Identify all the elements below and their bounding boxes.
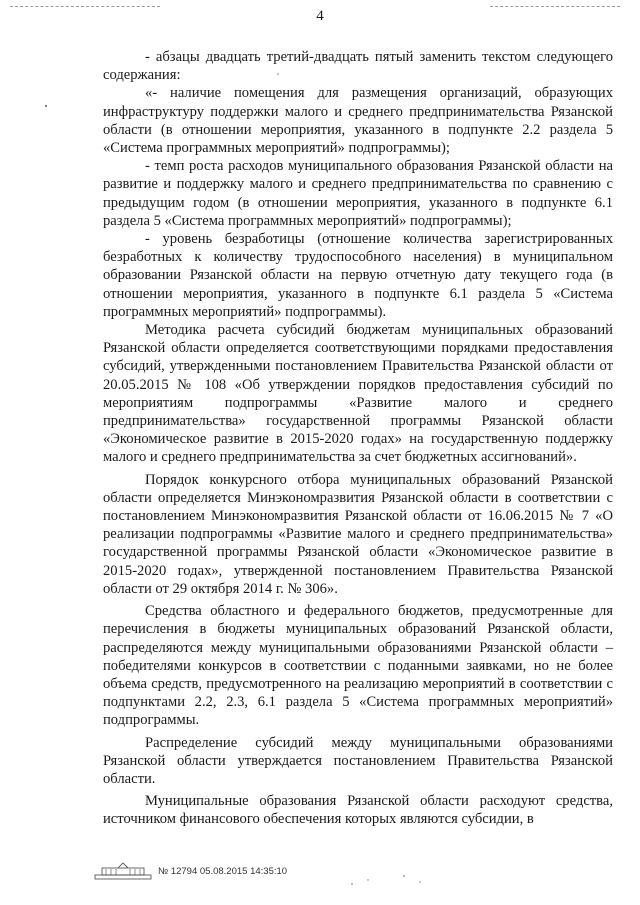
registration-number: № 12794 05.08.2015 14:35:10 xyxy=(158,865,288,877)
document-body xyxy=(103,48,613,829)
paragraph: Муниципальные образования Рязанской области расходуют средства, источником финансового обеспечения которых являются субсидии, в xyxy=(103,793,613,828)
scan-edge-line xyxy=(490,6,620,7)
paragraph: - уровень безработицы (отношение количества зарегистрированных безработных к количеству трудоспособного населения) в муниципальном образовании Рязанской области на первую отчетную дату текущего года (в отношении мероприятия, указанного в подпункте 6.1 раздела 5 «Система программных мероприятий» подпрограммы). xyxy=(103,231,613,320)
scan-edge-line xyxy=(10,6,160,7)
paragraph: Порядок конкурсного отбора муниципальных образований Рязанской области определяется Минэкономразвития Рязанской области в соответствии с постановлением Минэкономразвития Рязанской области от 16.06.2015 № 7 «О реализации подпрограммы «Развитие малого и среднего предпринимательства» государственной программы Рязанской области «Экономическое развитие в 2015-2020 годах», утвержденной постановлением Правительства Рязанской области от 29 октября 2014 г. № 306». xyxy=(103,471,613,597)
paragraph: Методика расчета субсидий бюджетам муниципальных образований Рязанской области определяется соответствующими порядками предоставления субсидий, утвержденными постановлением Правительства Рязанской области от 20.05.2015 № 108 «Об утверждении порядков предоставления субсидий по мероприятиям подпрограммы «Развитие малого и среднего предпринимательства» государственной программы Рязанской области «Экономическое развитие в 2015-2020 годах» на государственную поддержку малого и среднего предпринимательства за счет бюджетных ассигнований». xyxy=(103,322,613,466)
paragraph: Средства областного и федерального бюджетов, предусмотренные для перечисления в бюджеты муниципальных образований Рязанской области, распределяются между муниципальными образованиями Рязанской области – победителями конкурсов в соответствии с поданными заявками, но не более объема средств, предусмотренного на реализацию мероприятий в соответствии с подпунктами 2.2, 2.3, 6.1 раздела 5 «Система программных мероприятий» подпрограммы. xyxy=(103,603,613,729)
paragraph: - темп роста расходов муниципального образования Рязанской области на развитие и поддержку малого и среднего предпринимательства по сравнению с предыдущим годом (в отношении мероприятия, указанного в подпункте 6.1 раздела 5 «Система программных мероприятий» подпрограммы); xyxy=(103,158,613,229)
paragraph: «- наличие помещения для размещения организаций, образующих инфраструктуру поддержки малого и среднего предпринимательства Рязанской области (в отношении мероприятия, указанного в подпункте 2.2 раздела 5 «Система программных мероприятий» подпрограммы); xyxy=(103,85,613,157)
paragraph: Распределение субсидий между муниципальными образованиями Рязанской области утверждается постановлением Правительства Рязанской области. xyxy=(103,734,613,787)
registration-footer xyxy=(94,861,287,881)
building-stamp-icon xyxy=(94,862,152,880)
paragraph: - абзацы двадцать третий-двадцать пятый заменить текстом следующего содержания: xyxy=(103,49,613,84)
page-number: 4 xyxy=(316,8,324,24)
